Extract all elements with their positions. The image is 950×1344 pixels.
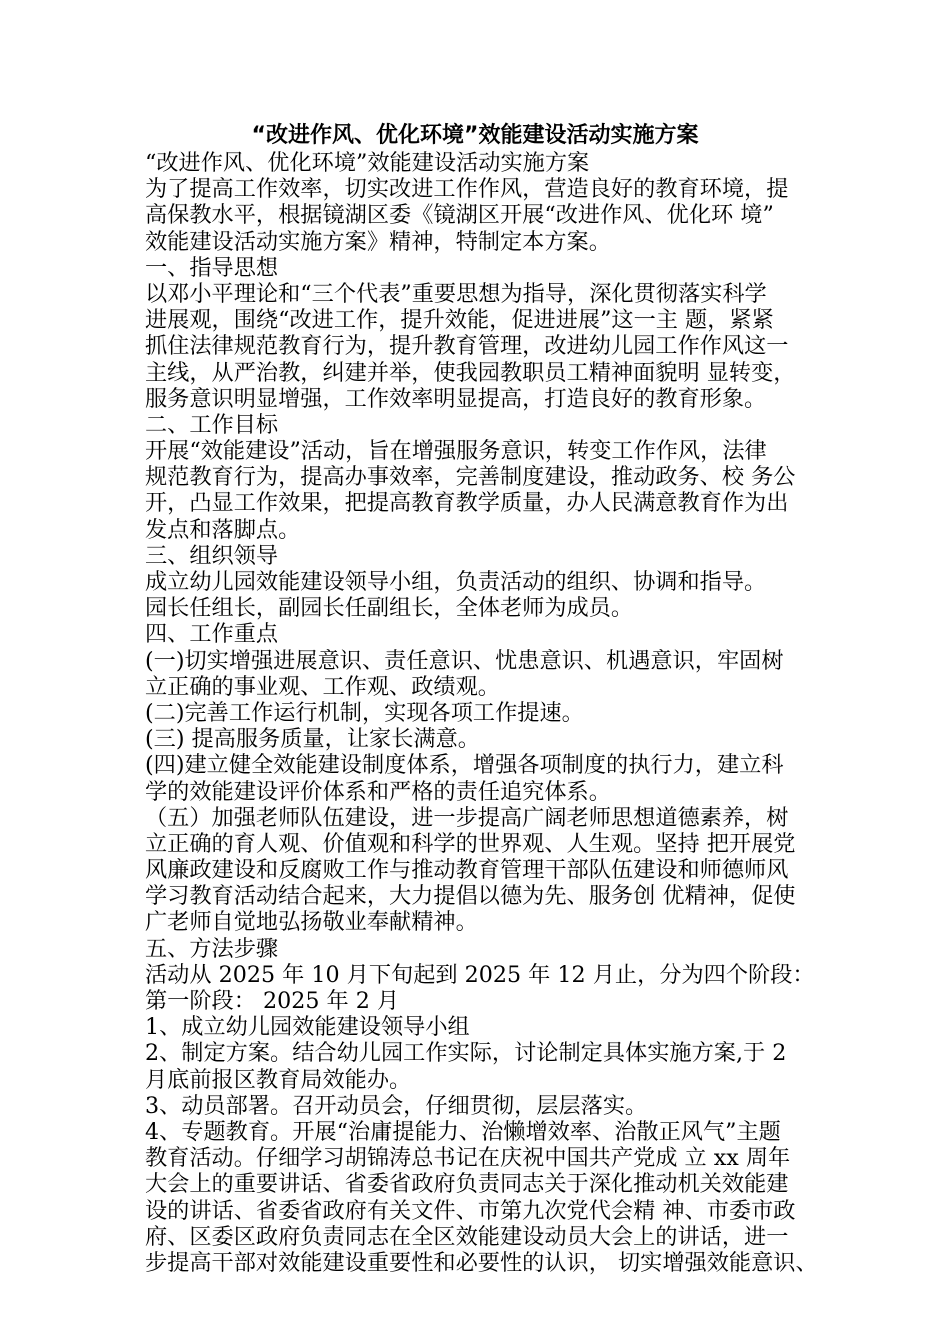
text-line: 立正确的事业观、工作观、政绩观。 (145, 673, 500, 700)
text-line: 为了提高工作效率，切实改进工作作风，营造良好的教育环境，提 (145, 176, 789, 203)
text-line: 广老师自觉地弘扬敬业奉献精神。 (145, 909, 478, 936)
text-line: 二、工作目标 (145, 411, 279, 438)
text-line: (三) 提高服务质量，让家长满意。 (145, 726, 480, 753)
text-line: 发点和落脚点。 (145, 516, 301, 543)
text-line: 大会上的重要讲话、省委省政府负责同志关于深化推动机关效能建 (145, 1171, 789, 1198)
text-line: 风廉政建设和反腐败工作与推动教育管理干部队伍建设和师德师风 (145, 857, 789, 884)
text-line: 活动从 2025 年 10 月下旬起到 2025 年 12 月止，分为四个阶段： (145, 961, 815, 988)
text-line: 第一阶段： 2025 年 2 月 (145, 988, 400, 1014)
text-line: 主线，从严治教，纠建并举，使我园教职员工精神面貌明 显转变， (145, 359, 796, 386)
text-line: 五、方法步骤 (145, 935, 279, 962)
text-line: 三、组织领导 (145, 542, 279, 569)
text-line: 四、工作重点 (145, 621, 279, 648)
text-line: 效能建设活动实施方案》精神，特制定本方案。 (145, 228, 611, 255)
text-line: 4、专题教育。开展“治庸提能力、治懒增效率、治散正风气”主题 (145, 1118, 781, 1145)
text-line: 开展“效能建设”活动，旨在增强服务意识，转变工作作风，法律 (145, 438, 767, 465)
text-line: 立正确的育人观、价值观和科学的世界观、人生观。坚持 把开展党 (145, 830, 796, 857)
text-line: 府、区委区政府负责同志在全区效能建设动员大会上的讲话，进一 (145, 1223, 789, 1250)
text-line: 学习教育活动结合起来，大力提倡以德为先、服务创 优精神，促使 (145, 883, 796, 910)
text-line: 一、指导思想 (145, 254, 279, 281)
text-line: 3、动员部署。召开动员会，仔细贯彻，层层落实。 (145, 1092, 648, 1119)
text-line: (四)建立健全效能建设制度体系，增强各项制度的执行力，建立科 (145, 752, 784, 779)
text-line: 规范教育行为，提高办事效率，完善制度建设，推动政务、校 务公 (145, 464, 796, 491)
text-line: 抓住法律规范教育行为，提升教育管理，改进幼儿园工作作风这一 (145, 333, 789, 360)
text-line: 以邓小平理论和“三个代表”重要思想为指导，深化贯彻落实科学 (145, 280, 767, 307)
text-line: (二)完善工作运行机制，实现各项工作提速。 (145, 699, 584, 726)
text-line: “改进作风、优化环境”效能建设活动实施方案 (145, 150, 590, 176)
text-line: 月底前报区教育局效能办。 (145, 1066, 412, 1093)
text-line: 学的效能建设评价体系和严格的责任追究体系。 (145, 778, 611, 805)
text-line: 高保教水平，根据镜湖区委《镜湖区开展“改进作风、优化环 境” (145, 202, 774, 229)
text-line: 1、成立幼儿园效能建设领导小组 (145, 1014, 470, 1041)
text-line: 2、制定方案。结合幼儿园工作实际，讨论制定具体实施方案,于 2 (145, 1040, 787, 1067)
text-line: 服务意识明显增强，工作效率明显提高，打造良好的教育形象。 (145, 385, 767, 412)
text-line: （五）加强老师队伍建设，进一步提高广阔老师思想道德素养，树 (145, 804, 789, 831)
text-line: 开，凸显工作效果，把提高教育教学质量，办人民满意教育作为出 (145, 490, 789, 517)
text-line: 园长任组长，副园长任副组长，全体老师为成员。 (145, 595, 634, 622)
text-line: 进展观，围绕“改进工作，提升效能，促进进展”这一主 题，紧紧 (145, 307, 774, 334)
text-line: 教育活动。仔细学习胡锦涛总书记在庆祝中国共产党成 立 xx 周年 (145, 1145, 791, 1172)
text-line: 成立幼儿园效能建设领导小组，负责活动的组织、协调和指导。 (145, 569, 767, 595)
document-body (145, 150, 825, 1276)
text-line: 步提高干部对效能建设重要性和必要性的认识， 切实增强效能意识、 (145, 1249, 818, 1276)
document-title: “改进作风、优化环境”效能建设活动实施方案 (251, 123, 699, 148)
text-line: (一)切实增强进展意识、责任意识、忧患意识、机遇意识，牢固树 (145, 647, 784, 674)
text-line: 设的讲话、省委省政府有关文件、市第九次党代会精 神、市委市政 (145, 1197, 796, 1224)
